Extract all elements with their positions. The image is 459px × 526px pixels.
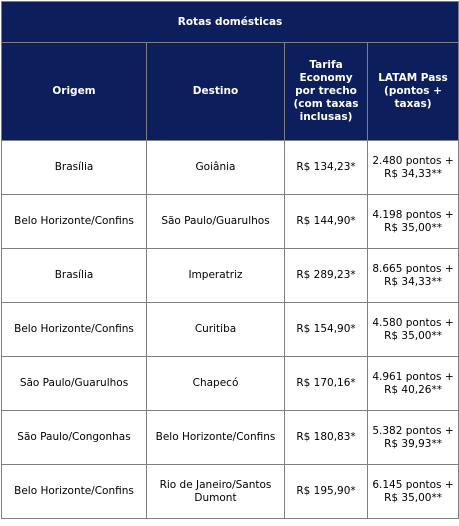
cell-origin: Brasília	[2, 249, 147, 303]
cell-latam-pass: 8.665 pontos + R$ 34,33**	[368, 249, 459, 303]
header-fare: Tarifa Economy por trecho (com taxas inclusas)	[285, 43, 368, 141]
header-destination: Destino	[147, 43, 285, 141]
cell-fare: R$ 289,23*	[285, 249, 368, 303]
cell-destination: São Paulo/Guarulhos	[147, 195, 285, 249]
table-caption: Rotas domésticas	[2, 2, 459, 43]
table-row	[2, 249, 459, 303]
cell-destination: Imperatriz	[147, 249, 285, 303]
table-row	[2, 411, 459, 465]
cell-origin: Belo Horizonte/Confins	[2, 303, 147, 357]
cell-origin: São Paulo/Guarulhos	[2, 357, 147, 411]
table-row	[2, 357, 459, 411]
cell-destination: Goiânia	[147, 141, 285, 195]
table-header-row	[2, 43, 459, 141]
table-row	[2, 465, 459, 519]
cell-destination: Rio de Janeiro/Santos Dumont	[147, 465, 285, 519]
cell-fare: R$ 144,90*	[285, 195, 368, 249]
cell-latam-pass: 6.145 pontos + R$ 35,00**	[368, 465, 459, 519]
cell-latam-pass: 2.480 pontos + R$ 34,33**	[368, 141, 459, 195]
domestic-routes-table	[1, 1, 459, 519]
cell-destination: Curitiba	[147, 303, 285, 357]
table-caption-row	[2, 2, 459, 43]
cell-destination: Chapecó	[147, 357, 285, 411]
cell-fare: R$ 195,90*	[285, 465, 368, 519]
cell-latam-pass: 5.382 pontos + R$ 39,93**	[368, 411, 459, 465]
cell-origin: Belo Horizonte/Confins	[2, 465, 147, 519]
table-row	[2, 141, 459, 195]
cell-destination: Belo Horizonte/Confins	[147, 411, 285, 465]
header-latam-pass: LATAM Pass (pontos + taxas)	[368, 43, 459, 141]
cell-origin: Brasília	[2, 141, 147, 195]
cell-origin: São Paulo/Congonhas	[2, 411, 147, 465]
cell-latam-pass: 4.961 pontos + R$ 40,26**	[368, 357, 459, 411]
cell-latam-pass: 4.580 pontos + R$ 35,00**	[368, 303, 459, 357]
cell-origin: Belo Horizonte/Confins	[2, 195, 147, 249]
cell-fare: R$ 154,90*	[285, 303, 368, 357]
header-origin: Origem	[2, 43, 147, 141]
cell-fare: R$ 170,16*	[285, 357, 368, 411]
table-row	[2, 195, 459, 249]
cell-latam-pass: 4.198 pontos + R$ 35,00**	[368, 195, 459, 249]
table-row	[2, 303, 459, 357]
cell-fare: R$ 180,83*	[285, 411, 368, 465]
cell-fare: R$ 134,23*	[285, 141, 368, 195]
